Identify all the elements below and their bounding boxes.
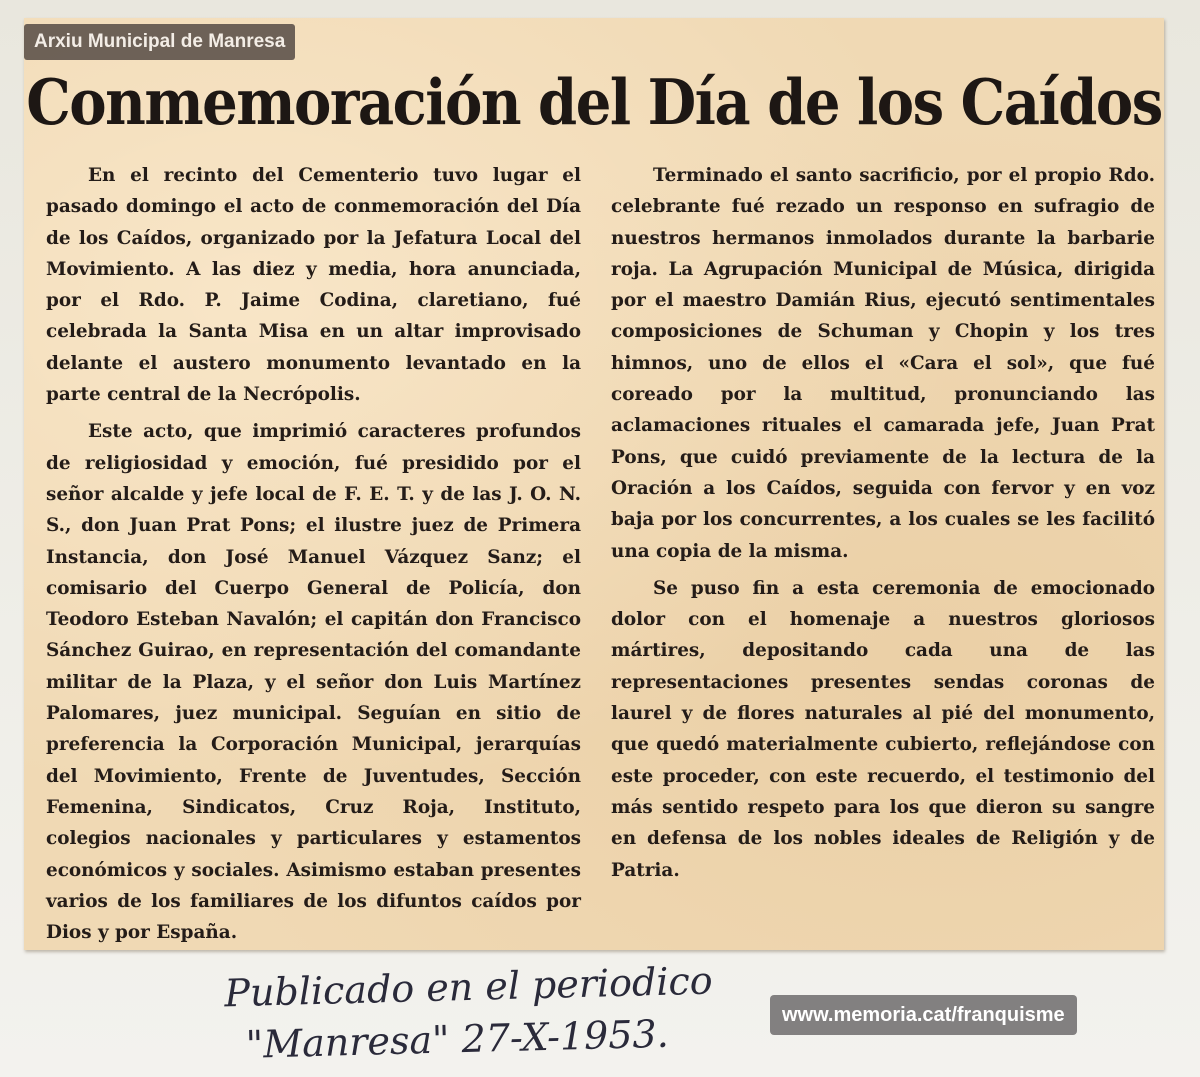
article-left-column bbox=[46, 160, 581, 954]
left-paragraph-2: Este acto, que imprimió caracteres profundos de religiosidad y emoción, fué presidido por el señor alcalde y jefe local de F. E. T. y de las J. O. N. S., don Juan Prat Pons; el ilustre juez de Primera Instancia, don José Manuel Vázquez Sanz; el comisario del Cuerpo General de Policía, don Teodoro Esteban Navalón; el capitán don Francisco Sánchez Guirao, en representación del comandante militar de la Plaza, y el señor don Luis Martínez Palomares, juez municipal. Seguían en sitio de preferencia la Corporación Municipal, jerarquías del Movimiento, Frente de Juventudes, Sección Femenina, Sindicatos, Cruz Roja, Instituto, colegios nacionales y particulares y estamentos económicos y sociales. Asimismo estaban presentes varios de los familiares de los difuntos caídos por Dios y por España. bbox=[46, 421, 581, 944]
right-paragraph-1: Terminado el santo sacrificio, por el propio Rdo. celebrante fué rezado un responso en sufragio de nuestros hermanos inmolados durante la barbarie roja. La Agrupación Municipal de Música, dirigida por el maestro Damián Rius, ejecutó sentimentales composiciones de Schuman y Chopin y los tres himnos, uno de ellos el «Cara el sol», que fué coreado por la multitud, pronunciando las aclamaciones rituales el camarada jefe, Juan Prat Pons, que cuidó previamente de la lectura de la Oración a los Caídos, seguida con fervor y en voz baja por los concurrentes, a los cuales se les facilitó una copia de la misma. bbox=[611, 165, 1155, 562]
handwritten-note bbox=[224, 953, 787, 1072]
right-paragraph-2: Se puso fin a esta ceremonia de emocionado dolor con el homenaje a nuestros gloriosos mártires, depositando cada una de las representaciones presentes sendas coronas de laurel y de flores naturales al pié del monumento, que quedó materialmente cubierto, reflejándose con este proceder, con este recuerdo, el testimonio del más sentido respeto para los que dieron su sangre en defensa de los nobles ideales de Religión y de Patria. bbox=[611, 577, 1155, 881]
article-title: Conmemoración del Día de los Caídos bbox=[26, 66, 1162, 140]
archive-watermark: Arxiu Municipal de Manresa bbox=[24, 24, 295, 60]
website-watermark: www.memoria.cat/franquisme bbox=[770, 995, 1077, 1035]
left-paragraph-1: En el recinto del Cementerio tuvo lugar el pasado domingo el acto de conmemoración del Día de los Caídos, organizado por la Jefatura Local del Movimiento. A las diez y media, hora anunciada, por el Rdo. P. Jaime Codina, claretiano, fué celebrada la Santa Misa en un altar improvisado delante el austero monumento levantado en la parte central de la Necrópolis. bbox=[46, 165, 581, 406]
handwritten-note-line-1: Publicado en el periodico bbox=[223, 958, 714, 1016]
article-right-column bbox=[611, 160, 1155, 892]
handwritten-note-line-2: "Manresa" 27-X-1953. bbox=[245, 1011, 670, 1067]
